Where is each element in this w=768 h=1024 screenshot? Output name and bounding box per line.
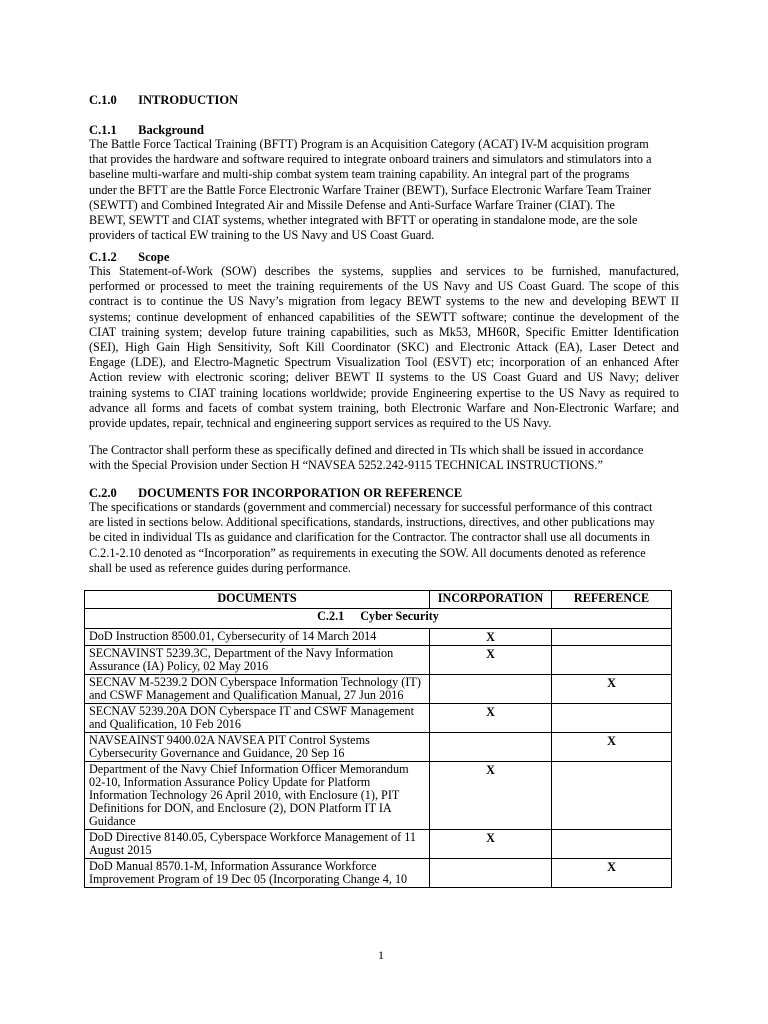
table-row — [85, 859, 672, 888]
text-line: BEWT, SEWTT and CIAT systems, whether integrated with BFTT or operating in standalone mode, are the sole — [89, 213, 638, 228]
incorporation-cell: X — [430, 762, 552, 830]
table-row — [85, 629, 672, 646]
table-row — [85, 675, 672, 704]
text-line: be cited in individual TIs as guidance and clarification for the Contractor. The contractor shall use all documents in — [89, 530, 651, 545]
table-row — [85, 762, 672, 830]
section-cell — [85, 609, 672, 629]
text-line: advance all forms and facets of combat system training, both Electronic Warfare and Non-Electronic Warfare; and — [89, 400, 679, 415]
section-title: Background — [138, 123, 204, 137]
text-line: under the BFTT are the Battle Force Electronic Warfare Trainer (BEWT), Surface Electronic Warfare Team Trainer — [89, 182, 652, 197]
documents-paragraph — [89, 500, 679, 576]
incorporation-cell: X — [430, 629, 552, 646]
text-line: training systems to CIAT training locations worldwide; provide Engineering expertise to the US Navy as required to — [89, 385, 679, 400]
documents-column-header: DOCUMENTS — [85, 591, 430, 609]
section-title: DOCUMENTS FOR INCORPORATION OR REFERENCE — [138, 486, 463, 500]
incorporation-cell — [430, 859, 552, 888]
table-row — [85, 830, 672, 859]
text-line: (SEWTT) and Combined Integrated Air and Missile Defense and Anti-Surface Warfare Trainer (CIAT). The — [89, 197, 615, 212]
document-cell: DoD Directive 8140.05, Cyberspace Workforce Management of 11 August 2015 — [85, 830, 430, 859]
document-cell: SECNAVINST 5239.3C, Department of the Navy Information Assurance (IA) Policy, 02 May 2016 — [85, 646, 430, 675]
table-row — [85, 646, 672, 675]
section-c10-heading — [89, 93, 238, 108]
reference-cell — [552, 830, 672, 859]
text-line: The Battle Force Tactical Training (BFTT) Program is an Acquisition Category (ACAT) IV-M acquisition program — [89, 137, 649, 151]
background-paragraph — [89, 137, 679, 243]
text-line: performed or processed to meet the training requirements of the US Navy and US Coast Guard. The scope of this — [89, 279, 679, 294]
document-cell: Department of the Navy Chief Information Officer Memorandum 02-10, Information Assurance Policy Update for Platform Information Technology 26 April 2010, with Enclosure (1), PIT Definitions for DON, and Enclosure (2), DON Platform IT IA Guidance — [85, 762, 430, 830]
reference-cell — [552, 762, 672, 830]
reference-cell — [552, 629, 672, 646]
text-line: CIAT training system; develop future training capabilities, such as Mk53, MH60R, Specific Emitter Identification — [89, 324, 679, 339]
text-line: The Contractor shall perform these as specifically defined and directed in TIs which shall be issued in accordance — [89, 443, 644, 457]
reference-cell: X — [552, 675, 672, 704]
text-line: The specifications or standards (government and commercial) necessary for successful performance of this contract — [89, 500, 653, 514]
reference-column-header: REFERENCE — [552, 591, 672, 609]
table-section-row — [85, 609, 672, 629]
text-line: Engage (LDE), and Electro-Magnetic Spectrum Visualization Tool (ESVT) etc; incorporation of an enhanced After — [89, 355, 679, 370]
table-row — [85, 704, 672, 733]
text-line: provide updates, repair, technical and engineering support services as required to the US Navy. — [89, 416, 552, 431]
table-row — [85, 733, 672, 762]
text-line: (SEI), High Gain High Sensitivity, Soft Kill Coordinator (SKC) and Electronic Attack (EA), Laser Detect and — [89, 340, 679, 355]
text-line: contract is to continue the US Navy’s migration from legacy BEWT systems to the new and developing BEWT II — [89, 294, 679, 309]
page-number: 1 — [378, 948, 384, 962]
text-line: with the Special Provision under Section H “NAVSEA 5252.242-9115 TECHNICAL INSTRUCTIONS.” — [89, 458, 603, 473]
subsection-title: Cyber Security — [360, 609, 439, 623]
document-cell: DoD Manual 8570.1-M, Information Assurance Workforce Improvement Program of 19 Dec 05 (Incorporating Change 4, 10 — [85, 859, 430, 888]
text-line: systems; continue development of enhanced capabilities of the SEWTT software; continue the development of the — [89, 309, 679, 324]
text-line: are listed in sections below. Additional specifications, standards, instructions, directives, and other publications may — [89, 515, 655, 530]
documents-table — [84, 590, 672, 888]
table-header-row — [85, 591, 672, 609]
incorporation-cell: X — [430, 704, 552, 733]
scope-paragraph — [89, 264, 679, 431]
text-line: providers of tactical EW training to the US Navy and US Coast Guard. — [89, 228, 435, 243]
document-cell: SECNAV M-5239.2 DON Cyberspace Information Technology (IT) and CSWF Management and Qualification Manual, 27 Jun 2016 — [85, 675, 430, 704]
section-title: Scope — [138, 250, 170, 264]
section-c11-heading — [89, 123, 204, 138]
section-number: C.1.1 — [89, 123, 117, 137]
incorporation-cell — [430, 675, 552, 704]
text-line: This Statement-of-Work (SOW) describes the systems, supplies and services to be furnished, manufactured, — [89, 264, 679, 278]
document-cell: NAVSEAINST 9400.02A NAVSEA PIT Control Systems Cybersecurity Governance and Guidance, 20 Sep 16 — [85, 733, 430, 762]
text-line: shall be used as reference guides during performance. — [89, 560, 351, 575]
subsection-number: C.2.1 — [317, 609, 345, 623]
text-line: Action review with electronic scoring; deliver BEWT II systems to the US Coast Guard and US Navy; deliver — [89, 370, 679, 385]
reference-cell — [552, 704, 672, 733]
text-line: that provides the hardware and software required to integrate onboard trainers and simulators and stimulators into a — [89, 152, 652, 167]
document-cell: SECNAV 5239.20A DON Cyberspace IT and CSWF Management and Qualification, 10 Feb 2016 — [85, 704, 430, 733]
section-c20-heading — [89, 486, 462, 501]
reference-cell: X — [552, 859, 672, 888]
section-number: C.1.0 — [89, 93, 117, 107]
text-line: C.2.1-2.10 denoted as “Incorporation” as requirements in executing the SOW. All documents denoted as reference — [89, 545, 646, 560]
section-c12-heading — [89, 250, 169, 265]
incorporation-column-header: INCORPORATION — [430, 591, 552, 609]
document-cell: DoD Instruction 8500.01, Cybersecurity of 14 March 2014 — [85, 629, 430, 646]
incorporation-cell: X — [430, 646, 552, 675]
incorporation-cell — [430, 733, 552, 762]
reference-cell: X — [552, 733, 672, 762]
text-line: baseline multi-warfare and multi-ship combat system team training capability. An integral part of the programs — [89, 167, 630, 182]
section-title: INTRODUCTION — [138, 93, 239, 107]
reference-cell — [552, 646, 672, 675]
incorporation-cell: X — [430, 830, 552, 859]
contractor-paragraph — [89, 443, 679, 473]
section-number: C.1.2 — [89, 250, 117, 264]
section-number: C.2.0 — [89, 486, 117, 500]
